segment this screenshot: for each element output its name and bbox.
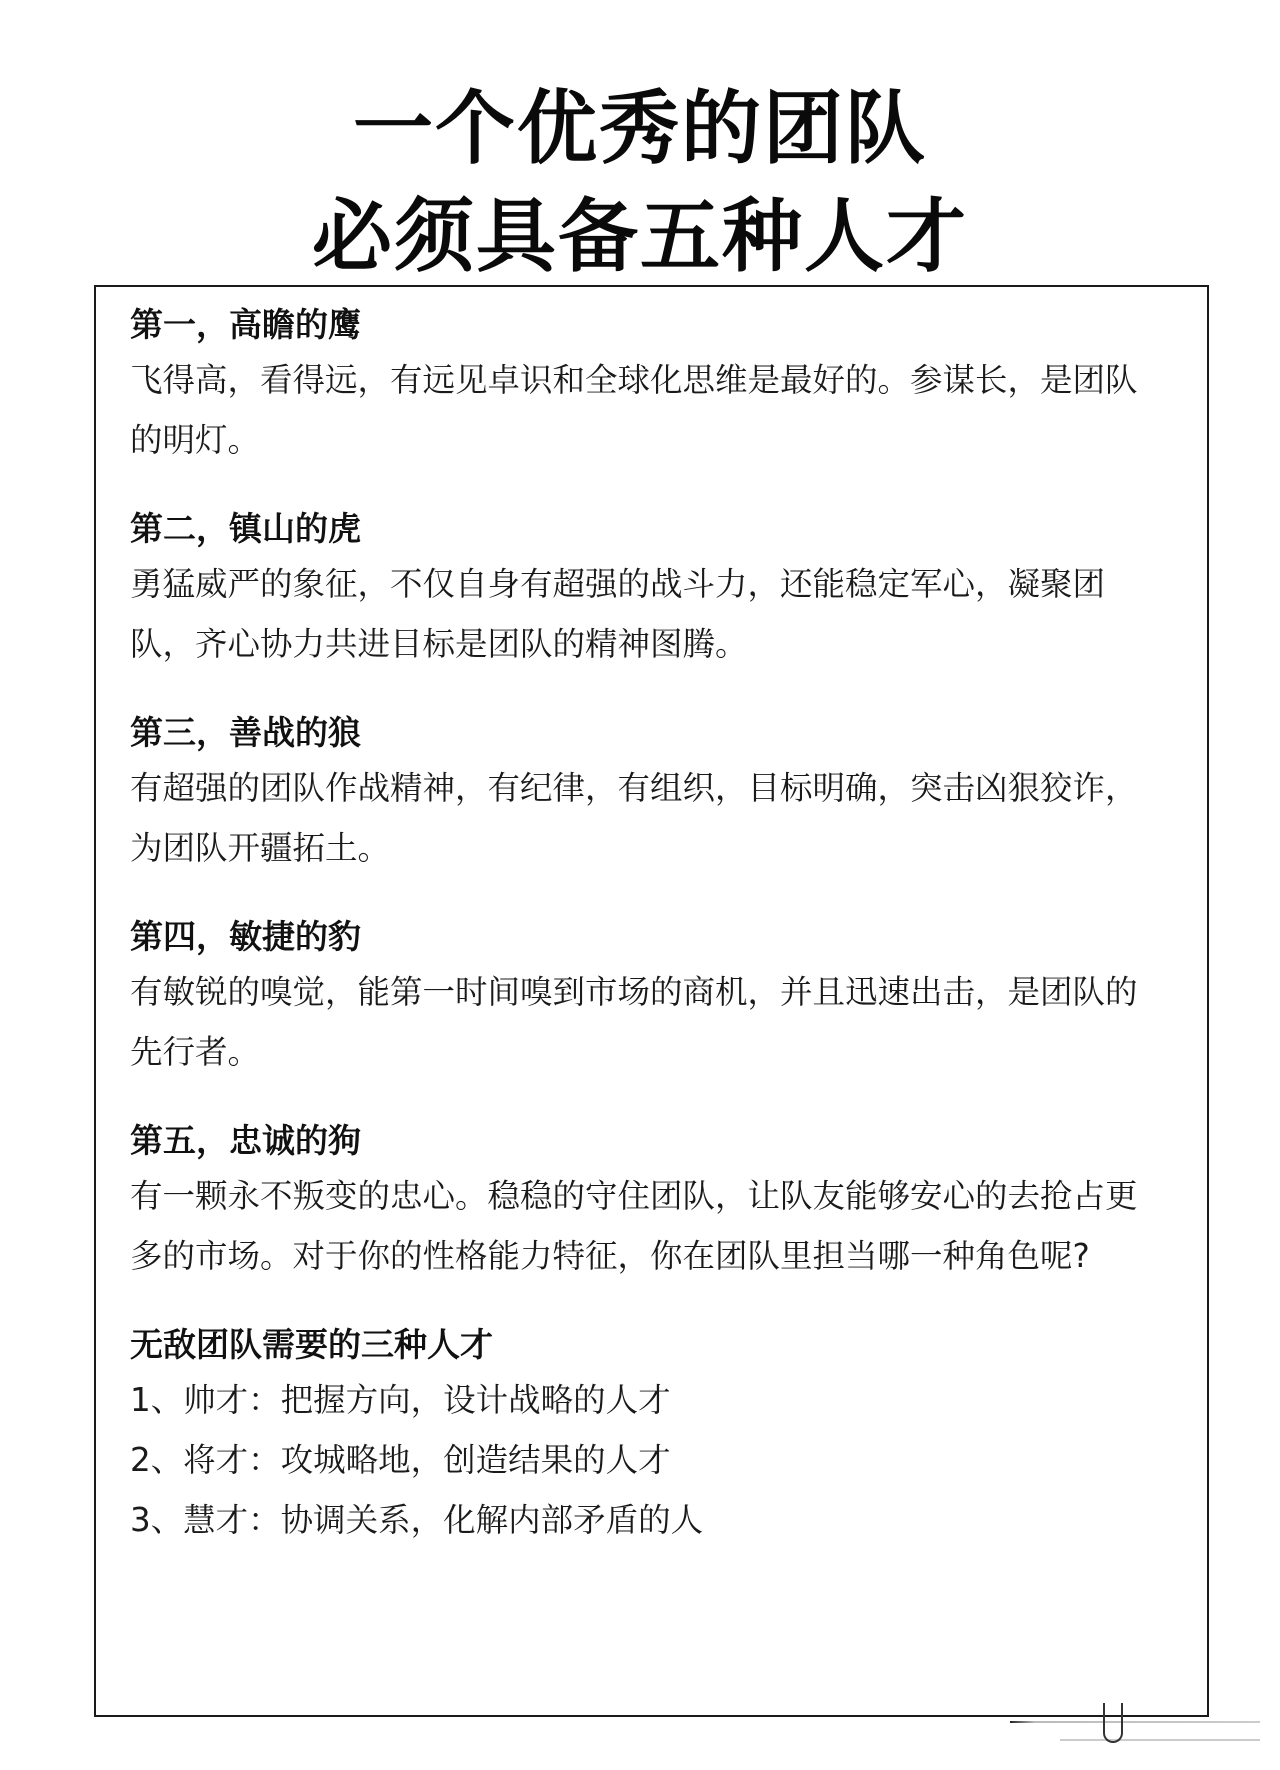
section-body: 飞得高，看得远，有远见卓识和全球化思维是最好的。参谋长，是团队的明灯。 — [130, 361, 1138, 459]
section-eagle — [130, 300, 1140, 470]
divider — [1060, 1739, 1260, 1741]
section-heading: 第五，忠诚的狗 — [130, 1121, 361, 1160]
section-leopard — [130, 912, 1140, 1082]
summary-list-item: 2、将才：攻城略地，创造结果的人才 — [130, 1441, 671, 1479]
page-title-line-1: 一个优秀的团队 — [353, 81, 927, 175]
section-summary — [130, 1320, 1140, 1550]
section-heading: 第一，高瞻的鹰 — [130, 305, 361, 344]
summary-list-item: 3、慧才：协调关系，化解内部矛盾的人 — [130, 1501, 704, 1539]
scroll-thumb-icon — [1103, 1703, 1123, 1743]
content-body — [130, 300, 1140, 1584]
section-body: 有一颗永不叛变的忠心。稳稳的守住团队，让队友能够安心的去抢占更多的市场。对于你的性格能力特征，你在团队里担当哪一种角色呢? — [130, 1177, 1138, 1275]
section-dog — [130, 1116, 1140, 1286]
section-wolf — [130, 708, 1140, 878]
summary-list-item: 1、帅才：把握方向，设计战略的人才 — [130, 1381, 671, 1419]
section-heading: 第二，镇山的虎 — [130, 509, 361, 548]
section-tiger — [130, 504, 1140, 674]
summary-heading: 无敌团队需要的三种人才 — [130, 1325, 493, 1364]
section-body: 有敏锐的嗅觉，能第一时间嗅到市场的商机，并且迅速出击，是团队的先行者。 — [130, 973, 1138, 1071]
section-heading: 第四，敏捷的豹 — [130, 917, 361, 956]
section-body: 勇猛威严的象征，不仅自身有超强的战斗力，还能稳定军心，凝聚团队，齐心协力共进目标是团队的精神图腾。 — [130, 565, 1106, 663]
page-title-line-2: 必须具备五种人才 — [312, 189, 968, 283]
section-heading: 第三，善战的狼 — [130, 713, 361, 752]
section-body: 有超强的团队作战精神，有纪律，有组织，目标明确，突击凶狠狡诈，为团队开疆拓土。 — [130, 769, 1138, 867]
bottom-edge-artifact — [1010, 1705, 1250, 1735]
divider — [1010, 1721, 1260, 1723]
